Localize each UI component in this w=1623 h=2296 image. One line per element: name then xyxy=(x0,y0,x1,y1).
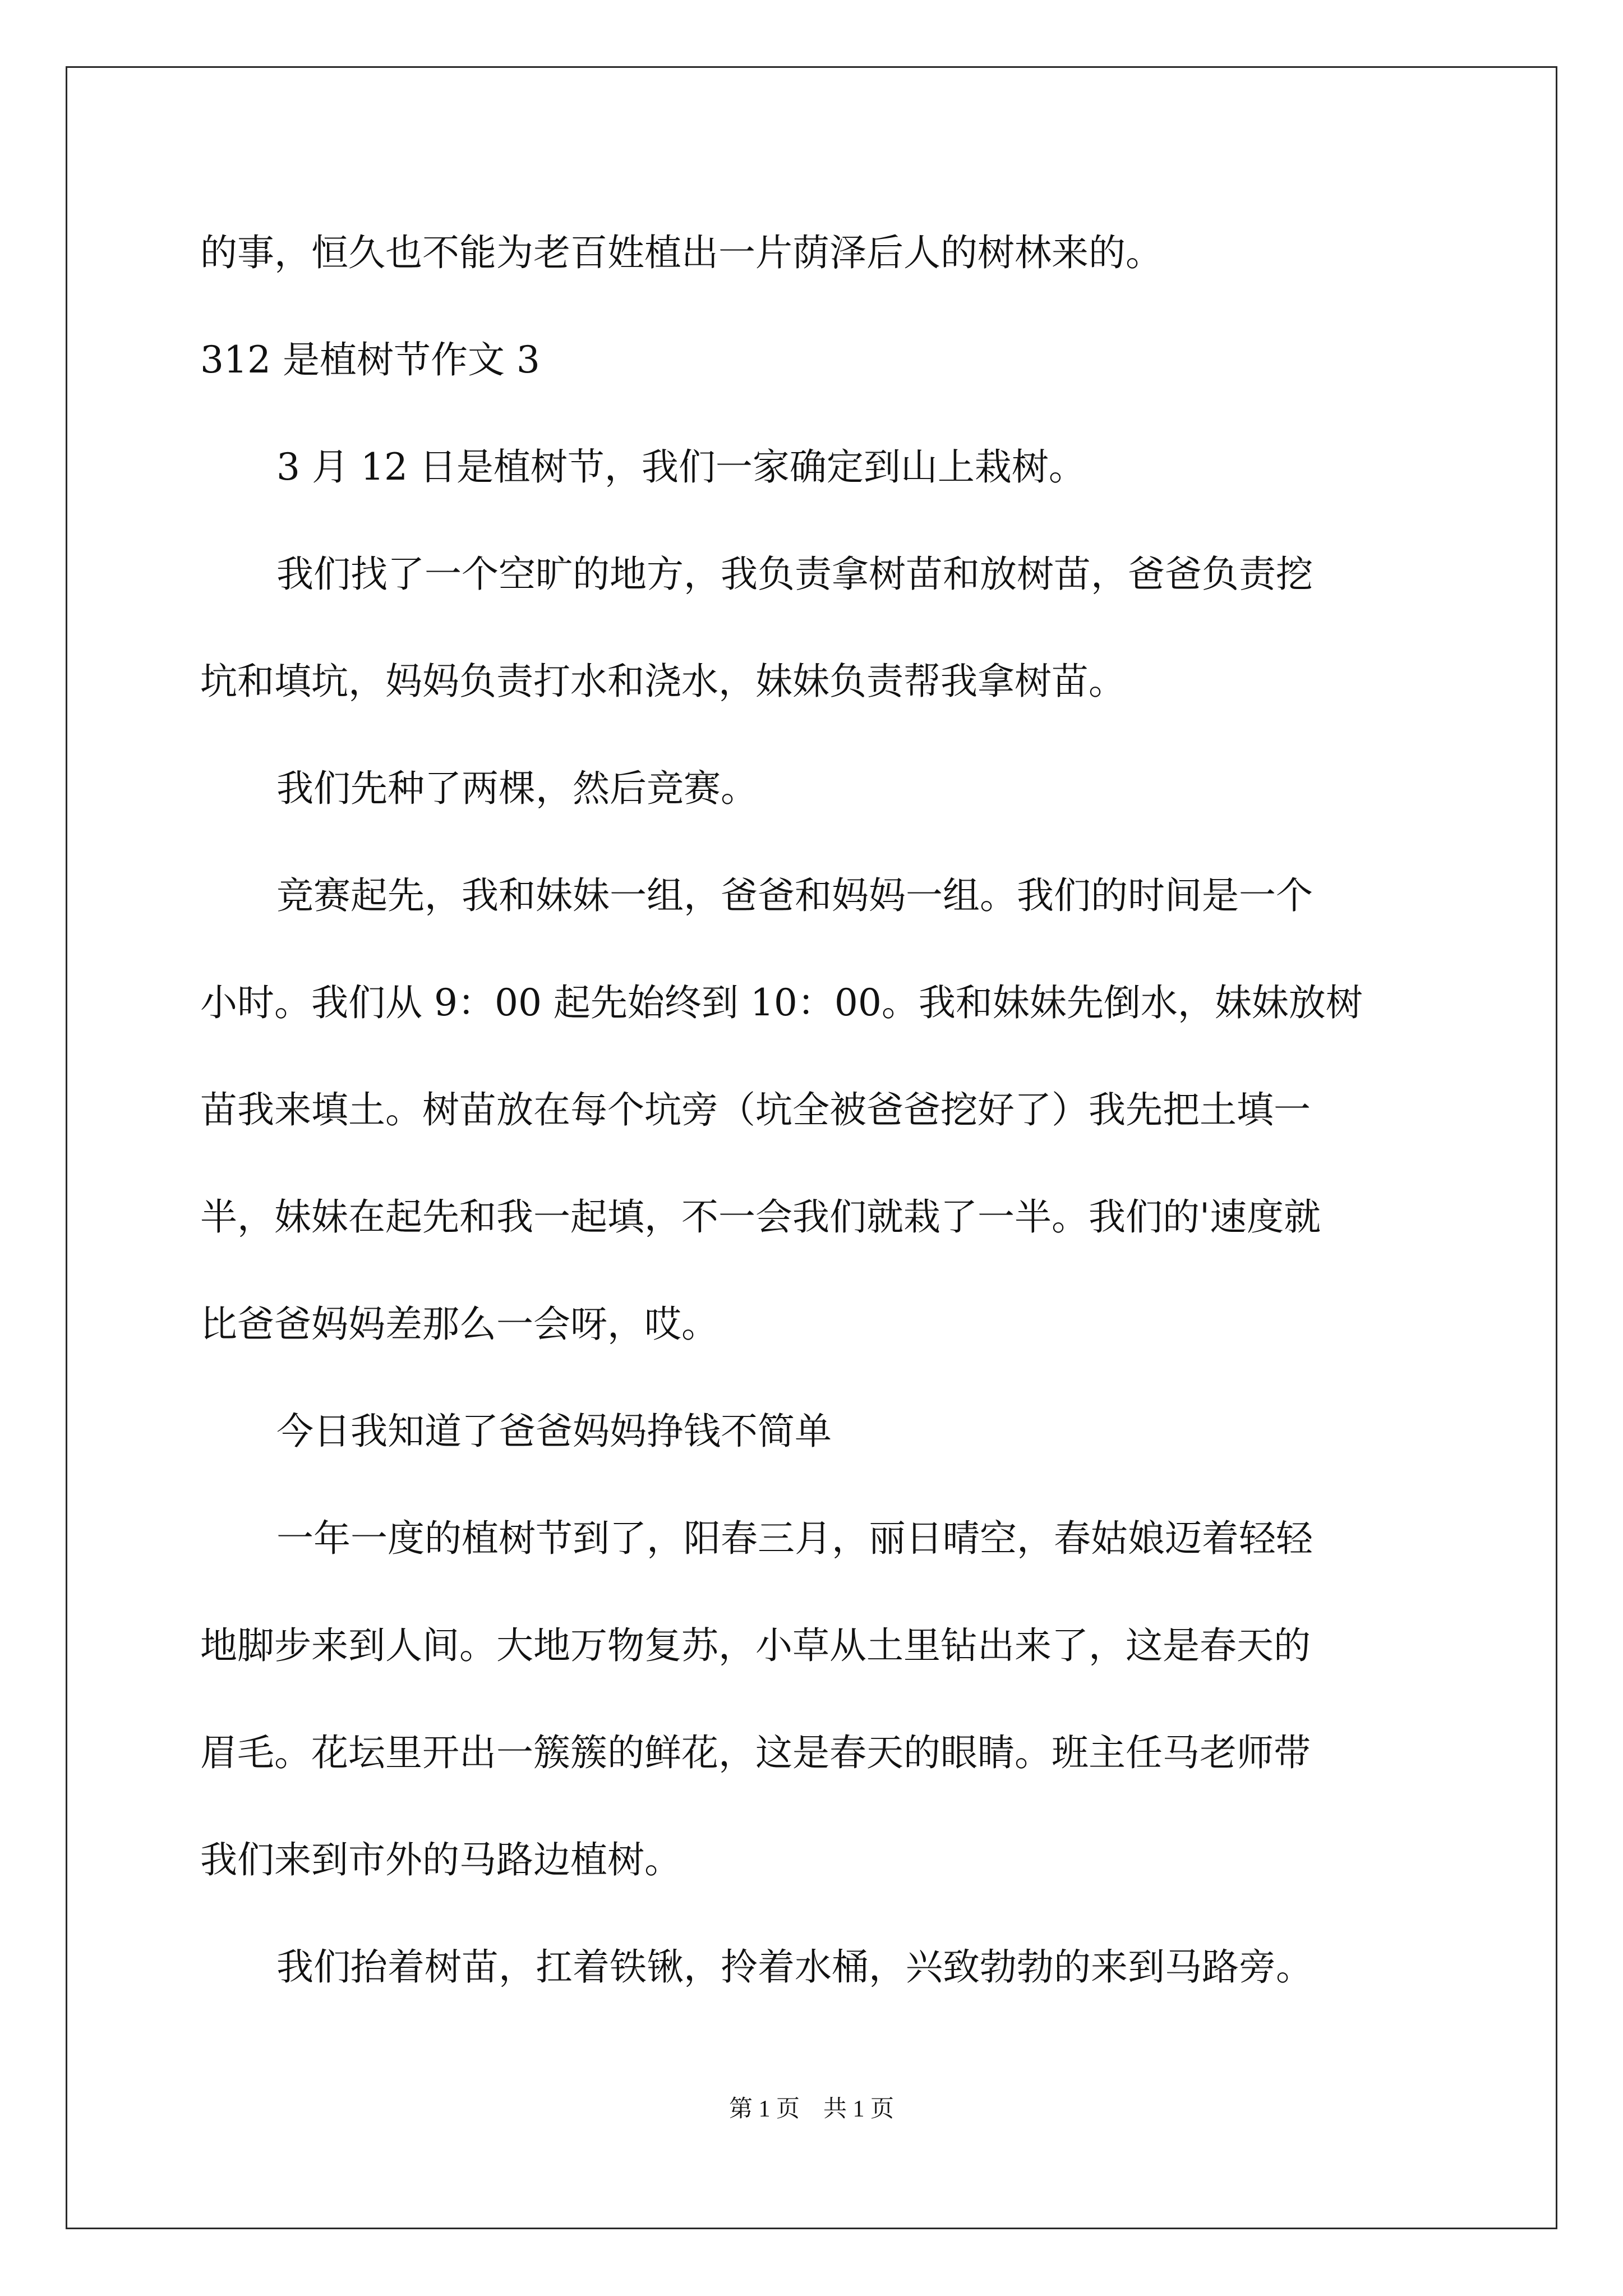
section-heading: 312 是植树节作文 3 xyxy=(200,338,540,381)
text-line: 坑和填坑，妈妈负责打水和浇水，妹妹负责帮我拿树苗。 xyxy=(200,660,1126,703)
text-line: 苗我来填土。树苗放在每个坑旁（坑全被爸爸挖好了）我先把土填一 xyxy=(200,1088,1311,1131)
text-line: 我们来到市外的马路边植树。 xyxy=(200,1838,681,1881)
text-line: 半，妹妹在起先和我一起填，不一会我们就栽了一半。我们的'速度就 xyxy=(200,1195,1321,1239)
paragraph-line: 我们先种了两棵，然后竞赛。 xyxy=(276,767,758,810)
paragraph-line: 今日我知道了爸爸妈妈挣钱不简单 xyxy=(276,1410,832,1453)
paragraph-line: 一年一度的植树节到了，阳春三月，丽日晴空，春姑娘迈着轻轻 xyxy=(276,1517,1313,1560)
paragraph-line: 3 月 12 日是植树节，我们一家确定到山上栽树。 xyxy=(276,445,1086,489)
text-line: 比爸爸妈妈差那么一会呀，哎。 xyxy=(200,1303,718,1346)
text-line: 眉毛。花坛里开出一簇簇的鲜花，这是春天的眼睛。班主任马老师带 xyxy=(200,1731,1311,1774)
text-line: 的事，恒久也不能为老百姓植出一片荫泽后人的树林来的。 xyxy=(200,231,1163,274)
paragraph-line: 我们找了一个空旷的地方，我负责拿树苗和放树苗，爸爸负责挖 xyxy=(276,553,1313,596)
text-line: 小时。我们从 9：00 起先始终到 10：00。我和妹妹先倒水，妹妹放树 xyxy=(200,981,1363,1024)
page-border xyxy=(66,66,1557,2229)
paragraph-line: 竞赛起先，我和妹妹一组，爸爸和妈妈一组。我们的时间是一个 xyxy=(276,874,1313,917)
paragraph-line: 我们抬着树苗，扛着铁锹，拎着水桶，兴致勃勃的来到马路旁。 xyxy=(276,1945,1313,1989)
text-line: 地脚步来到人间。大地万物复苏，小草从土里钻出来了，这是春天的 xyxy=(200,1624,1311,1667)
page-number-footer: 第 1 页 共 1 页 xyxy=(728,2096,894,2122)
